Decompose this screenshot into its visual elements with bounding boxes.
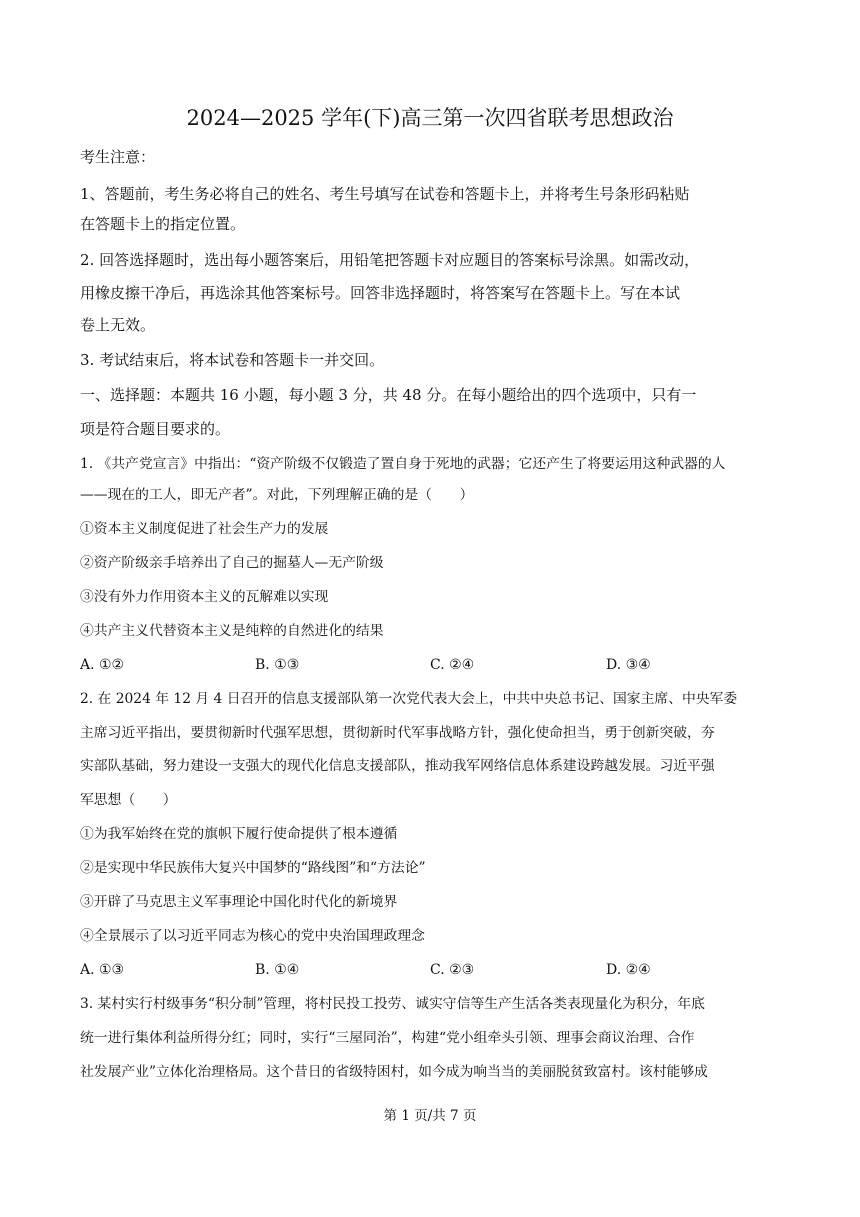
notice-line: 在答题卡上的指定位置。 [80,215,246,233]
question-1-stem: 1. 《共产党宣言》中指出：“资产阶级不仅锻造了置自身于死地的武器；它还产生了将要运用这种武器的人 [80,456,726,472]
notice-heading: 考生注意： [80,148,156,166]
section-heading: 项是符合题目要求的。 [80,420,231,438]
question-1-option-c[interactable]: C. ②④ [430,657,475,673]
question-1-option-b[interactable]: B. ①③ [255,657,300,673]
question-2-stem: 主席习近平指出，要贯彻新时代强军思想，贯彻新时代军事战略方针，强化使命担当，勇于创新突破，夯 [80,725,715,741]
question-2-option-b[interactable]: B. ①④ [255,962,300,978]
question-3-stem: 3. 某村实行村级事务“积分制”管理，将村民投工投劳、诚实守信等生产生活各类表现量化为积分，年底 [80,996,705,1012]
section-heading: 一、选择题：本题共 16 小题，每小题 3 分，共 48 分。在每小题给出的四个选项中，只有一 [80,386,697,404]
question-2-item: ①为我军始终在党的旗帜下履行使命提供了根本遵循 [80,826,398,842]
question-2-item: ②是实现中华民族伟大复兴中国梦的“路线图”和“方法论” [80,860,426,876]
question-1-item: ②资产阶级亲手培养出了自己的掘墓人—无产阶级 [80,555,384,571]
question-2-item: ③开辟了马克思主义军事理论中国化时代化的新境界 [80,894,398,910]
question-1-item: ③没有外力作用资本主义的瓦解难以实现 [80,589,329,605]
question-2-option-c[interactable]: C. ②③ [430,962,475,978]
notice-line: 3. 考试结束后，将本试卷和答题卡一并交回。 [80,351,385,369]
question-2-stem: 军思想（ ） [80,792,177,808]
question-3-stem: 社发展产业”立体化治理格局。这个昔日的省级特困村，如今成为响当当的美丽脱贫致富村。该村能够成 [80,1064,708,1080]
question-2-stem: 实部队基础，努力建设一支强大的现代化信息支援部队，推动我军网络信息体系建设跨越发展。习近平强 [80,758,715,774]
question-3-stem: 统一进行集体利益所得分红；同时，实行“三屋同治”，构建“党小组牵头引领、理事会商议治理、合作 [80,1030,695,1046]
question-1-option-a[interactable]: A. ①② [80,657,125,673]
question-2-item: ④全景展示了以习近平同志为核心的党中央治国理政理念 [80,928,425,944]
question-1-option-d[interactable]: D. ③④ [606,657,651,673]
notice-line: 2. 回答选择题时，选出每小题答案后，用铅笔把答题卡对应题目的答案标号涂黑。如需改动， [80,251,700,269]
notice-line: 用橡皮擦干净后，再选涂其他答案标号。回答非选择题时，将答案写在答题卡上。写在本试 [80,284,681,302]
question-2-stem: 2. 在 2024 年 12 月 4 日召开的信息支援部队第一次党代表大会上，中共中央总书记、国家主席、中央军委 [80,691,738,707]
question-1-item: ④共产主义代替资本主义是纯粹的自然进化的结果 [80,623,384,639]
question-1-item: ①资本主义制度促进了社会生产力的发展 [80,521,329,537]
notice-line: 卷上无效。 [80,316,156,334]
question-2-option-a[interactable]: A. ①③ [80,962,125,978]
question-2-option-d[interactable]: D. ②④ [606,962,651,978]
exam-title: 2024—2025 学年(下)高三第一次四省联考思想政治 [186,106,674,130]
notice-line: 1、答题前，考生务必将自己的姓名、考生号填写在试卷和答题卡上，并将考生号条形码粘贴 [80,185,690,203]
page-footer: 第 1 页/共 7 页 [383,1108,477,1124]
question-1-stem: ——现在的工人，即无产者”。对此，下列理解正确的是（ ） [80,487,474,503]
